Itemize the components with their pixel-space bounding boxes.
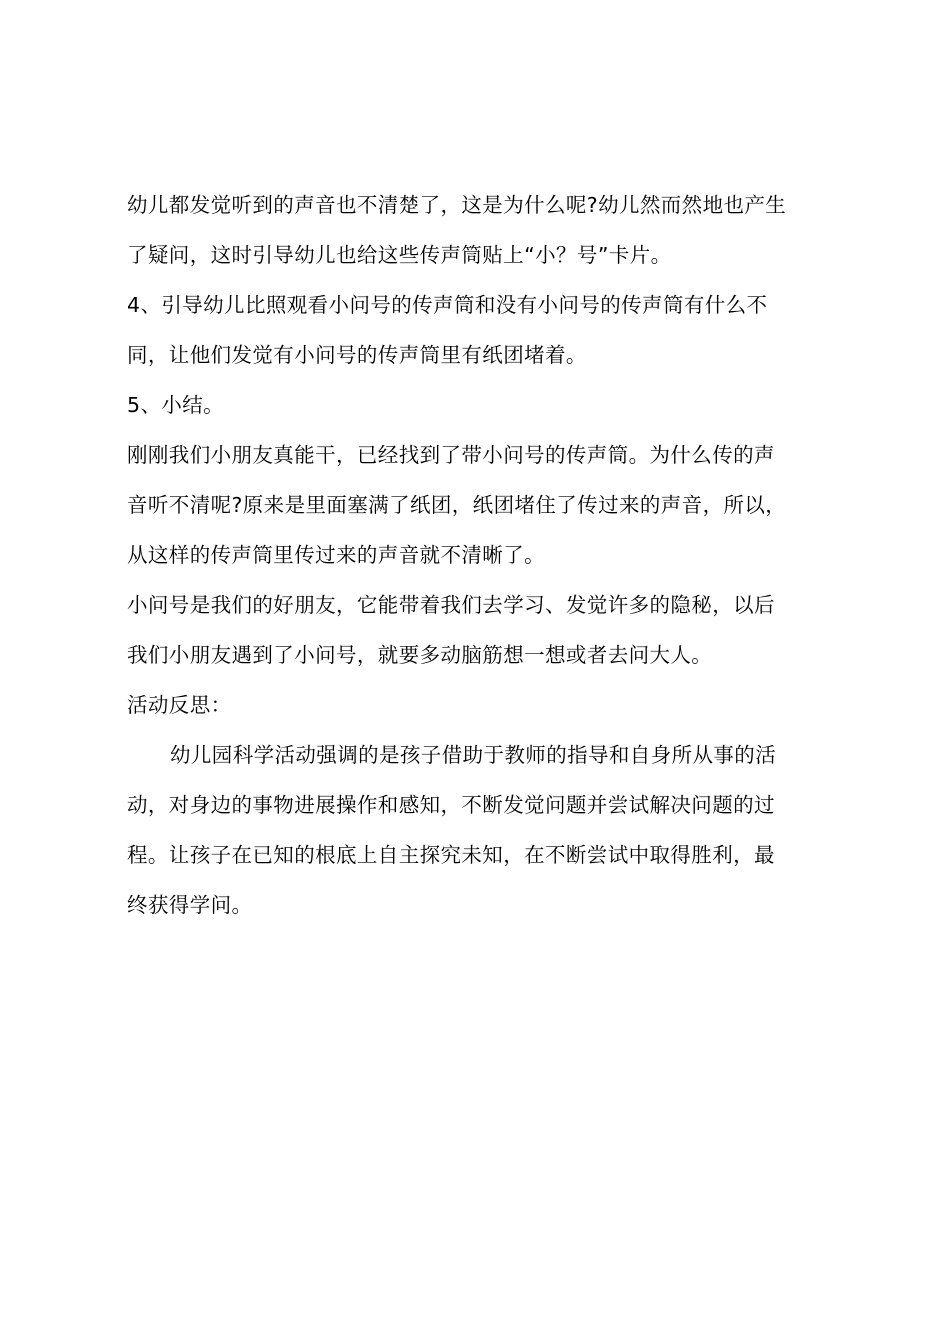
text-line: 4、引导幼儿比照观看小问号的传声筒和没有小问号的传声筒有什么不 — [127, 293, 768, 317]
text-line: 了疑问，这时引导幼儿也给这些传声筒贴上“小？号”卡片。 — [127, 243, 672, 267]
text-line: 幼儿园科学活动强调的是孩子借助于教师的指导和自身所从事的活 — [170, 743, 777, 767]
text-line: 动，对身边的事物进展操作和感知，不断发觉问题并尝试解决问题的过 — [127, 793, 775, 817]
text-line: 幼儿都发觉听到的声音也不清楚了，这是为什么呢?幼儿然而然地也产生 — [127, 193, 787, 217]
text-line: 我们小朋友遇到了小问号，就要多动脑筋想一想或者去问大人。 — [127, 643, 713, 667]
text-line: 程。让孩子在已知的根底上自主探究未知，在不断尝试中取得胜利，最 — [127, 843, 775, 867]
text-line: 小问号是我们的好朋友，它能带着我们去学习、发觉许多的隐秘，以后 — [127, 593, 775, 617]
text-line: 终获得学问。 — [127, 893, 253, 917]
section-heading: 活动反思： — [127, 693, 232, 717]
text-line: 同，让他们发觉有小问号的传声筒里有纸团堵着。 — [127, 343, 587, 367]
text-line: 从这样的传声筒里传过来的声音就不清晰了。 — [127, 543, 545, 567]
section-heading: 5、小结。 — [127, 393, 225, 417]
text-line: 刚刚我们小朋友真能干，已经找到了带小问号的传声筒。为什么传的声 — [127, 443, 775, 467]
text-line: 音听不清呢?原来是里面塞满了纸团，纸团堵住了传过来的声音，所以， — [127, 493, 787, 517]
